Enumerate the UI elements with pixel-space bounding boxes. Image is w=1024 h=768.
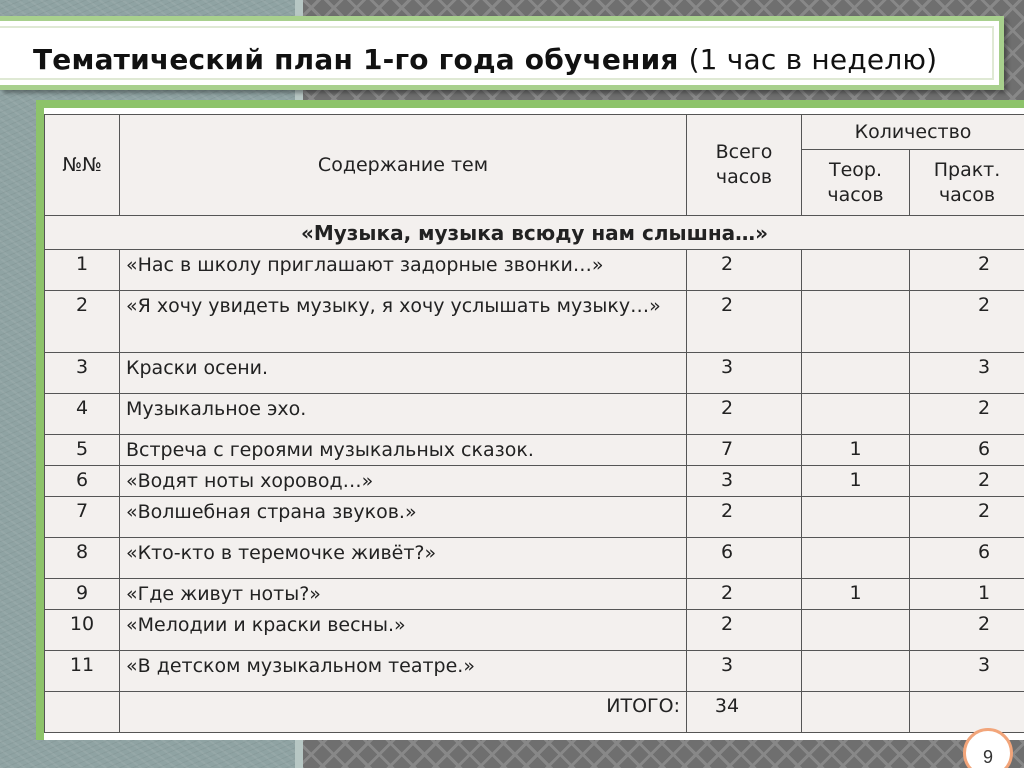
row-topic: «Нас в школу приглашают задорные звонки…» — [120, 250, 687, 291]
table-row — [45, 651, 1024, 692]
row-topic: «Я хочу увидеть музыку, я хочу услышать музыку…» — [120, 291, 687, 353]
total-theory-empty — [802, 692, 910, 733]
table-row — [45, 353, 1024, 394]
row-topic: «В детском музыкальном театре.» — [120, 651, 687, 692]
row-number: 11 — [45, 651, 120, 692]
row-total-hours: 7 — [687, 435, 802, 466]
row-topic: Краски осени. — [120, 353, 687, 394]
row-number: 3 — [45, 353, 120, 394]
row-practice-hours: 1 — [910, 579, 1024, 610]
total-row-empty — [45, 692, 120, 733]
title-bar — [0, 16, 1004, 90]
row-theory-hours: 1 — [802, 466, 910, 497]
row-number: 10 — [45, 610, 120, 651]
table-header-row — [45, 115, 1024, 150]
section-row — [45, 216, 1024, 250]
total-practice-empty — [910, 692, 1024, 733]
row-practice-hours: 6 — [910, 538, 1024, 579]
row-practice-hours: 2 — [910, 466, 1024, 497]
row-number: 1 — [45, 250, 120, 291]
table-row — [45, 394, 1024, 435]
header-quantity: Количество — [802, 115, 1024, 150]
row-total-hours: 3 — [687, 466, 802, 497]
total-label: ИТОГО: — [120, 692, 687, 733]
row-theory-hours: 1 — [802, 579, 910, 610]
row-topic: «Водят ноты хоровод…» — [120, 466, 687, 497]
table-row — [45, 291, 1024, 353]
thematic-plan-table — [44, 114, 1024, 733]
row-topic: «Где живут ноты?» — [120, 579, 687, 610]
row-number: 9 — [45, 579, 120, 610]
header-topic: Содержание тем — [120, 115, 687, 216]
row-practice-hours: 3 — [910, 651, 1024, 692]
row-total-hours: 6 — [687, 538, 802, 579]
table-row — [45, 250, 1024, 291]
header-total: Всего часов — [687, 115, 802, 216]
total-hours: 34 — [687, 692, 802, 733]
row-theory-hours: 1 — [802, 435, 910, 466]
row-total-hours: 2 — [687, 250, 802, 291]
row-theory-hours — [802, 250, 910, 291]
row-total-hours: 3 — [687, 651, 802, 692]
table-row — [45, 435, 1024, 466]
row-number: 6 — [45, 466, 120, 497]
row-topic: Встреча с героями музыкальных сказок. — [120, 435, 687, 466]
row-total-hours: 2 — [687, 394, 802, 435]
row-practice-hours: 6 — [910, 435, 1024, 466]
table-row — [45, 579, 1024, 610]
header-theory: Теор. часов — [802, 150, 910, 216]
total-row — [45, 692, 1024, 733]
row-practice-hours: 3 — [910, 353, 1024, 394]
row-practice-hours: 2 — [910, 250, 1024, 291]
row-total-hours: 3 — [687, 353, 802, 394]
page-title-subtitle: (1 час в неделю) — [688, 43, 938, 76]
row-total-hours: 2 — [687, 291, 802, 353]
row-theory-hours — [802, 651, 910, 692]
row-practice-hours: 2 — [910, 497, 1024, 538]
row-theory-hours — [802, 291, 910, 353]
page-number: 9 — [982, 747, 993, 767]
row-number: 2 — [45, 291, 120, 353]
header-num: №№ — [45, 115, 120, 216]
row-topic: «Кто-кто в теремочке живёт?» — [120, 538, 687, 579]
row-total-hours: 2 — [687, 579, 802, 610]
table-row — [45, 497, 1024, 538]
table-row — [45, 538, 1024, 579]
page-title-main: Тематический план 1-го года обучения — [33, 43, 679, 76]
page-title — [33, 43, 937, 76]
row-practice-hours: 2 — [910, 610, 1024, 651]
row-topic: Музыкальное эхо. — [120, 394, 687, 435]
row-number: 4 — [45, 394, 120, 435]
header-practice: Практ. часов — [910, 150, 1024, 216]
row-practice-hours: 2 — [910, 394, 1024, 435]
row-theory-hours — [802, 610, 910, 651]
table-row — [45, 466, 1024, 497]
row-topic: «Мелодии и краски весны.» — [120, 610, 687, 651]
row-number: 7 — [45, 497, 120, 538]
row-topic: «Волшебная страна звуков.» — [120, 497, 687, 538]
row-theory-hours — [802, 538, 910, 579]
row-total-hours: 2 — [687, 497, 802, 538]
row-number: 5 — [45, 435, 120, 466]
row-theory-hours — [802, 353, 910, 394]
row-theory-hours — [802, 394, 910, 435]
section-title: «Музыка, музыка всюду нам слышна…» — [45, 216, 1024, 250]
row-practice-hours: 2 — [910, 291, 1024, 353]
row-number: 8 — [45, 538, 120, 579]
row-total-hours: 2 — [687, 610, 802, 651]
table-row — [45, 610, 1024, 651]
row-theory-hours — [802, 497, 910, 538]
